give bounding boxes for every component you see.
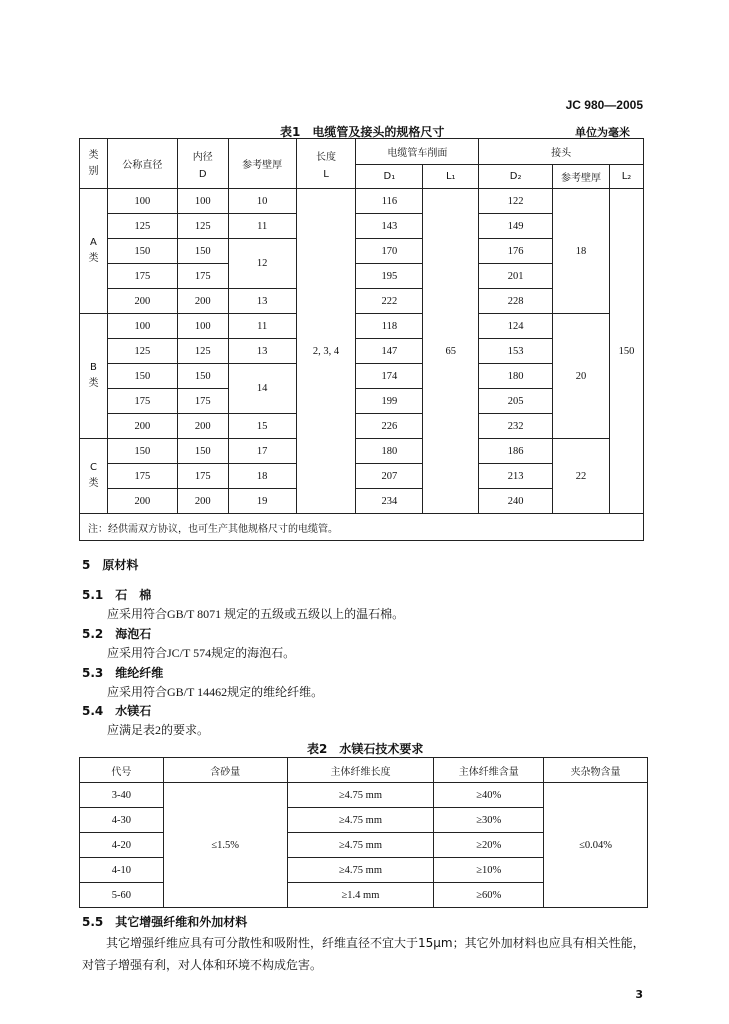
page-number: 3 xyxy=(635,988,643,1001)
cell-d1: 199 xyxy=(356,389,423,414)
header-nominal-diameter: 公称直径 xyxy=(107,139,177,189)
cell-code: 5-60 xyxy=(80,883,164,908)
cell-impurity-content: ≤0.04% xyxy=(544,783,648,908)
cell-nominal: 175 xyxy=(107,389,177,414)
cell-code: 3-40 xyxy=(80,783,164,808)
cell-wall: 11 xyxy=(228,314,296,339)
cell-wall: 14 xyxy=(228,364,296,414)
header-l2: L₂ xyxy=(609,165,643,189)
cable-pipe-spec-table xyxy=(79,138,644,541)
brucite-requirements-table xyxy=(79,757,648,908)
cell-inner: 150 xyxy=(177,364,228,389)
cell-sand-content: ≤1.5% xyxy=(163,783,287,908)
cell-fiber-content: ≥30% xyxy=(434,808,544,833)
section-5-1-text: 应采用符合GB/T 8071 规定的五级或五级以上的温石棉。 xyxy=(107,607,405,621)
cell-d1: 170 xyxy=(356,239,423,264)
cell-code: 4-30 xyxy=(80,808,164,833)
cell-d2: 228 xyxy=(479,289,553,314)
header-d2: D₂ xyxy=(479,165,553,189)
section-5-1-title: 5.1 石 棉 xyxy=(82,588,152,602)
cell-fiber-content: ≥10% xyxy=(434,858,544,883)
cell-inner: 150 xyxy=(177,439,228,464)
standard-number: JC 980—2005 xyxy=(565,98,643,112)
cell-d2: 122 xyxy=(479,189,553,214)
header-machined-section: 电缆管车削面 xyxy=(356,139,479,165)
header-fiber-length: 主体纤维长度 xyxy=(287,758,434,783)
section-5-5-title: 5.5 其它增强纤维和外加材料 xyxy=(82,915,248,929)
table1-caption: 表1 电缆管及接头的规格尺寸 xyxy=(280,125,445,139)
cell-d2: 124 xyxy=(479,314,553,339)
cell-nominal: 175 xyxy=(107,264,177,289)
cell-joint-wall-a: 18 xyxy=(553,189,610,314)
table-row xyxy=(80,439,644,464)
cell-d1: 180 xyxy=(356,439,423,464)
cell-d1: 174 xyxy=(356,364,423,389)
cell-l1: 65 xyxy=(423,189,479,514)
cell-d2: 240 xyxy=(479,489,553,514)
cell-inner: 100 xyxy=(177,189,228,214)
header-sand-content: 含砂量 xyxy=(163,758,287,783)
class-a-label: A 类 xyxy=(80,189,108,314)
cell-d2: 180 xyxy=(479,364,553,389)
cell-d1: 118 xyxy=(356,314,423,339)
cell-nominal: 100 xyxy=(107,314,177,339)
cell-d1: 226 xyxy=(356,414,423,439)
header-impurity-content: 夹杂物含量 xyxy=(544,758,648,783)
cell-nominal: 150 xyxy=(107,439,177,464)
cell-wall: 19 xyxy=(228,489,296,514)
cell-d2: 213 xyxy=(479,464,553,489)
cell-wall: 10 xyxy=(228,189,296,214)
cell-nominal: 150 xyxy=(107,239,177,264)
cell-wall: 11 xyxy=(228,214,296,239)
cell-nominal: 125 xyxy=(107,339,177,364)
section-5-4-text: 应满足表2的要求。 xyxy=(107,723,210,737)
table-row xyxy=(80,783,648,808)
cell-fiber-content: ≥40% xyxy=(434,783,544,808)
section-5-3-title: 5.3 维纶纤维 xyxy=(82,666,164,680)
cell-wall: 17 xyxy=(228,439,296,464)
cell-d2: 176 xyxy=(479,239,553,264)
section-5-2-text: 应采用符合JC/T 574规定的海泡石。 xyxy=(107,646,296,660)
table1-note: 注：经供需双方协议，也可生产其他规格尺寸的电缆管。 xyxy=(80,514,644,541)
cell-nominal: 100 xyxy=(107,189,177,214)
cell-d1: 222 xyxy=(356,289,423,314)
table-row xyxy=(80,189,644,214)
table2-caption: 表2 水镁石技术要求 xyxy=(307,742,424,756)
header-class: 类 别 xyxy=(80,139,108,189)
cell-fiber-content: ≥20% xyxy=(434,833,544,858)
cell-nominal: 125 xyxy=(107,214,177,239)
cell-fiber-length: ≥4.75 mm xyxy=(287,858,434,883)
cell-joint-wall-b: 20 xyxy=(553,314,610,439)
cell-d2: 205 xyxy=(479,389,553,414)
header-wall-thickness: 参考壁厚 xyxy=(228,139,296,189)
header-inner-diameter: 内径 D xyxy=(177,139,228,189)
header-fiber-content: 主体纤维含量 xyxy=(434,758,544,783)
section-5-4-title: 5.4 水镁石 xyxy=(82,704,152,718)
table1-unit: 单位为毫米 xyxy=(575,126,630,139)
cell-d1: 207 xyxy=(356,464,423,489)
cell-wall: 13 xyxy=(228,289,296,314)
cell-fiber-content: ≥60% xyxy=(434,883,544,908)
cell-l2: 150 xyxy=(609,189,643,514)
cell-inner: 200 xyxy=(177,414,228,439)
cell-wall: 13 xyxy=(228,339,296,364)
cell-d2: 153 xyxy=(479,339,553,364)
header-code: 代号 xyxy=(80,758,164,783)
cell-d2: 232 xyxy=(479,414,553,439)
cell-d1: 234 xyxy=(356,489,423,514)
cell-wall: 15 xyxy=(228,414,296,439)
cell-inner: 175 xyxy=(177,264,228,289)
cell-inner: 200 xyxy=(177,489,228,514)
cell-nominal: 175 xyxy=(107,464,177,489)
cell-d2: 186 xyxy=(479,439,553,464)
cell-d1: 195 xyxy=(356,264,423,289)
cell-fiber-length: ≥1.4 mm xyxy=(287,883,434,908)
cell-fiber-length: ≥4.75 mm xyxy=(287,833,434,858)
cell-inner: 150 xyxy=(177,239,228,264)
cell-inner: 125 xyxy=(177,339,228,364)
cell-nominal: 200 xyxy=(107,289,177,314)
cell-length: 2, 3, 4 xyxy=(296,189,356,514)
cell-d1: 147 xyxy=(356,339,423,364)
cell-code: 4-10 xyxy=(80,858,164,883)
cell-wall: 18 xyxy=(228,464,296,489)
cell-inner: 200 xyxy=(177,289,228,314)
section-5-title: 5 原材料 xyxy=(82,558,139,572)
cell-nominal: 150 xyxy=(107,364,177,389)
section-5-3-text: 应采用符合GB/T 14462规定的维纶纤维。 xyxy=(107,685,324,699)
cell-wall: 12 xyxy=(228,239,296,289)
class-b-label: B 类 xyxy=(80,314,108,439)
header-l1: L₁ xyxy=(423,165,479,189)
cell-inner: 175 xyxy=(177,464,228,489)
cell-code: 4-20 xyxy=(80,833,164,858)
cell-nominal: 200 xyxy=(107,414,177,439)
cell-d2: 201 xyxy=(479,264,553,289)
cell-d2: 149 xyxy=(479,214,553,239)
section-5-5-text: 其它增强纤维应具有可分散性和吸附性，纤维直径不宜大于15μm；其它外加材料也应具有相关性能，对管子增强有利，对人体和环境不构成危害。 xyxy=(82,936,645,972)
cell-joint-wall-c: 22 xyxy=(553,439,610,514)
header-d1: D₁ xyxy=(356,165,423,189)
cell-fiber-length: ≥4.75 mm xyxy=(287,783,434,808)
cell-nominal: 200 xyxy=(107,489,177,514)
cell-d1: 116 xyxy=(356,189,423,214)
cell-inner: 100 xyxy=(177,314,228,339)
cell-d1: 143 xyxy=(356,214,423,239)
cell-inner: 125 xyxy=(177,214,228,239)
cell-inner: 175 xyxy=(177,389,228,414)
header-joint-wall: 参考壁厚 xyxy=(553,165,610,189)
cell-fiber-length: ≥4.75 mm xyxy=(287,808,434,833)
header-joint: 接头 xyxy=(479,139,644,165)
section-5-2-title: 5.2 海泡石 xyxy=(82,627,152,641)
header-length: 长度 L xyxy=(296,139,356,189)
class-c-label: C 类 xyxy=(80,439,108,514)
table-row xyxy=(80,314,644,339)
